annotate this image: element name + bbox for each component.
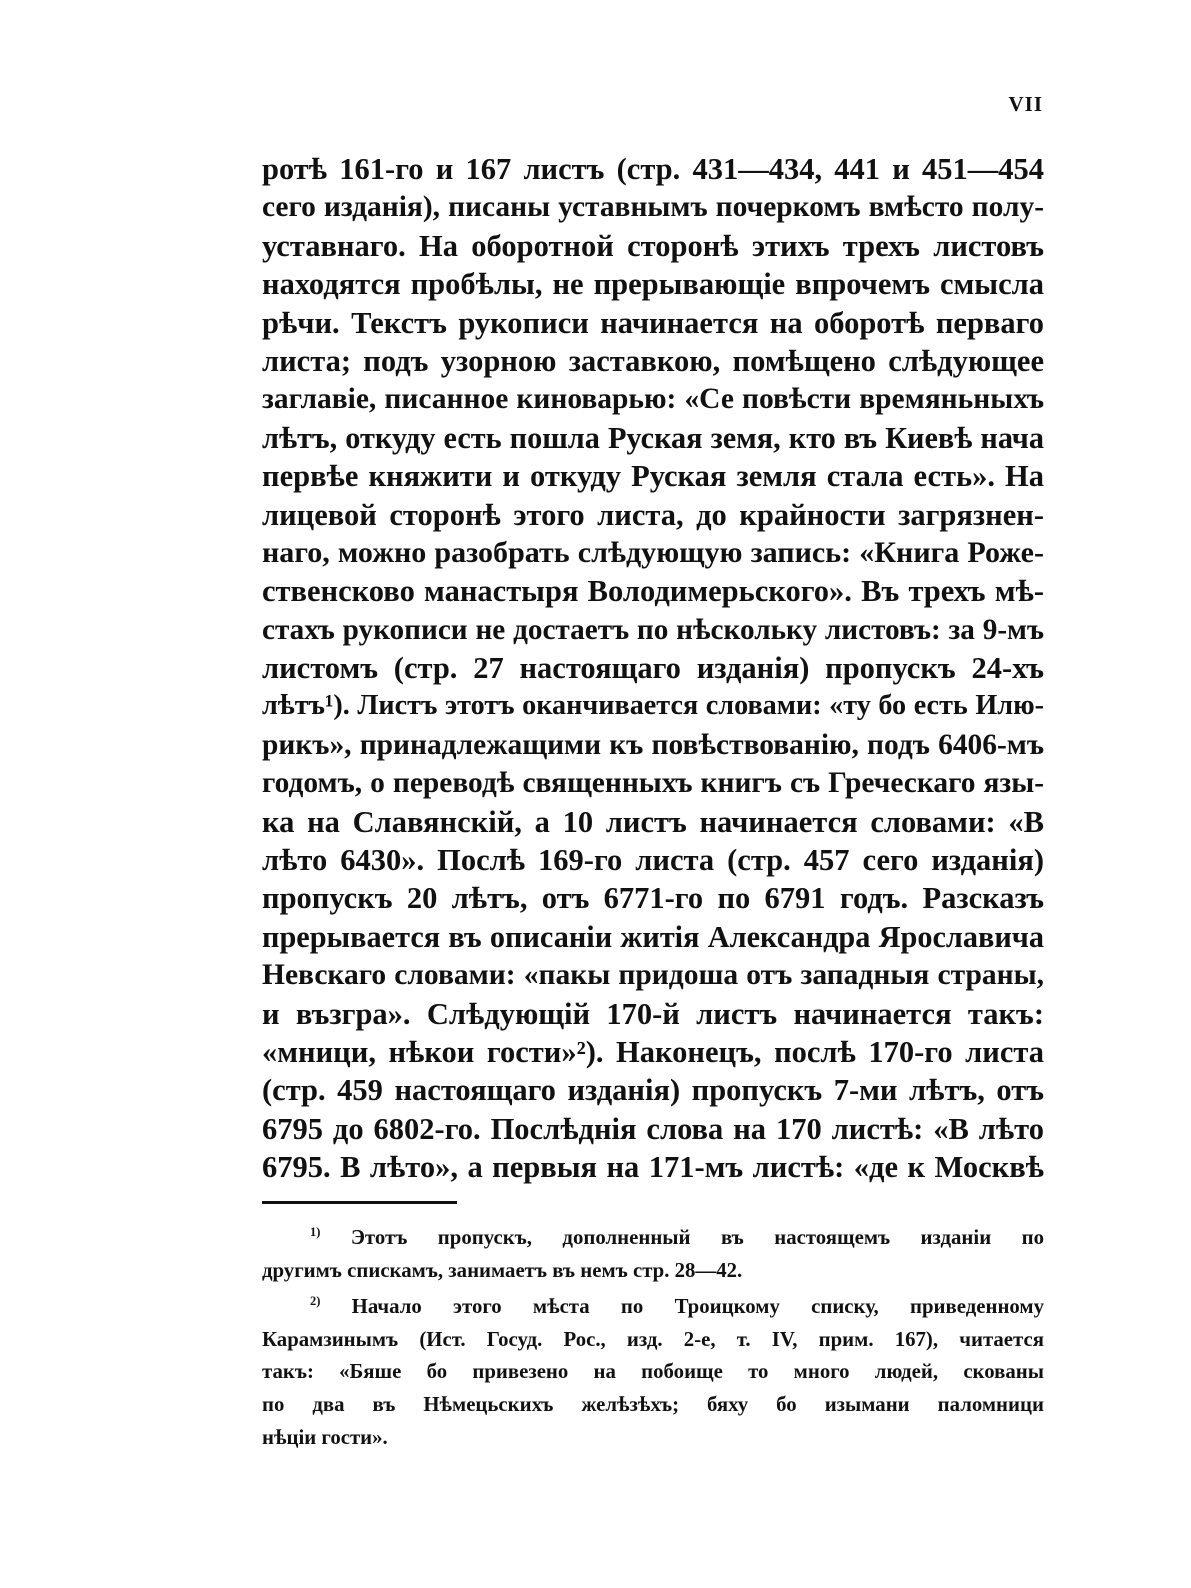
- text-line: листа; подъ узорною заставкою, помѣщено слѣдующее: [262, 343, 1044, 378]
- text-line: рикъ», принадлежащими къ повѣствованію, подъ 6406-мъ: [262, 728, 1044, 761]
- text-line: рѣчи. Текстъ рукописи начинается на оборотѣ перваго: [262, 305, 1044, 340]
- text-line: прерывается въ описаніи житія Александра Ярославича: [262, 919, 1044, 954]
- text-line: лѣто 6430». Послѣ 169-го листа (стр. 457 сего изданія): [262, 843, 1044, 878]
- footnote-2-line: Карамзинымъ (Ист. Госуд. Рос., изд. 2-е, т. IV, прим. 167), читается: [262, 1327, 1044, 1351]
- text-line: пропускъ 20 лѣтъ, отъ 6771-го по 6791 годъ. Разсказъ: [262, 881, 1044, 916]
- page-number: VII: [1008, 92, 1043, 116]
- footnote-2-line: такъ: «Бяше бо привезено на побоище то много людей, скованы: [262, 1360, 1044, 1384]
- text-line: уставнаго. На оборотной сторонѣ этихъ трехъ листовъ: [262, 228, 1044, 263]
- main-text: [262, 150, 1044, 1187]
- text-line: ственсково манастыря Володимерьского». Въ трехъ мѣ-: [262, 574, 1044, 609]
- text-line: листомъ (стр. 27 настоящаго изданія) пропускъ 24-хъ: [262, 651, 1044, 686]
- footnote-marker: 2): [310, 1294, 321, 1309]
- text-line: находятся пробѣлы, не прерывающіе впрочемъ смысла: [262, 267, 1044, 302]
- footnote-divider: [262, 1201, 457, 1204]
- footnotes: [262, 1222, 1044, 1454]
- text-line: (стр. 459 настоящаго изданія) пропускъ 7-ми лѣтъ, отъ: [262, 1073, 1044, 1108]
- footnote-2-line: нѣціи гости».: [262, 1425, 388, 1449]
- text-line: 6795. В лѣто», а первыя на 171-мъ листѣ: «де к Москвѣ: [262, 1150, 1044, 1185]
- text-line: сего изданія), писаны уставнымъ почеркомъ вмѣсто полу-: [262, 191, 1044, 224]
- footnote-marker: 1): [310, 1225, 321, 1240]
- text-line: годомъ, о переводѣ священныхъ книгъ съ Греческаго язы-: [262, 767, 1044, 800]
- text-line: лѣтъ¹). Листъ этотъ оканчивается словами: «ту бо есть Илю-: [262, 690, 1044, 722]
- footnote-1-line: [262, 1222, 1044, 1255]
- text-line: 6795 до 6802-го. Послѣднія слова на 170 листѣ: «В лѣто: [262, 1111, 1044, 1146]
- text-line: лицевой сторонѣ этого листа, до крайности загрязнен-: [262, 497, 1044, 532]
- footnote-1-line: другимъ спискамъ, занимаетъ въ немъ стр. 28—42.: [262, 1258, 743, 1282]
- text-line: заглавіе, писанное киноварью: «Се повѣсти времяньныхъ: [262, 383, 1044, 416]
- text-line: ка на Славянскій, а 10 листъ начинается словами: «В: [262, 804, 1044, 839]
- text-line: «мници, нѣкои гости»²). Наконецъ, послѣ 170-го листа: [262, 1034, 1044, 1069]
- footnote-text: Начало этого мѣста по Троицкому списку, приведенному: [351, 1295, 1044, 1319]
- text-line: стахъ рукописи не достаетъ по нѣскольку листовъ: за 9-мъ: [262, 613, 1044, 646]
- footnote-text: Этотъ пропускъ, дополненный въ настоящемъ изданіи по: [350, 1226, 1044, 1249]
- footnote-2-line: [262, 1291, 1044, 1324]
- text-line: и възгра». Слѣдующій 170-й листъ начинается такъ:: [262, 996, 1044, 1031]
- text-line: Невскаго словами: «пакы придоша отъ западныя страны,: [262, 959, 1044, 992]
- text-line: лѣтъ, откуду есть пошла Руская земя, кто въ Киевѣ нача: [262, 420, 1044, 455]
- footnote-2-line: по два въ Нѣмецьскихъ желѣзѣхъ; бяху бо изымани паломници: [262, 1392, 1044, 1416]
- text-line: первѣе княжити и откуду Руская земля стала есть». На: [262, 459, 1044, 494]
- text-line: ротѣ 161-го и 167 листъ (стр. 431—434, 441 и 451—454: [262, 152, 1044, 186]
- text-line: наго, можно разобрать слѣдующую запись: «Книга Роже-: [262, 535, 1044, 569]
